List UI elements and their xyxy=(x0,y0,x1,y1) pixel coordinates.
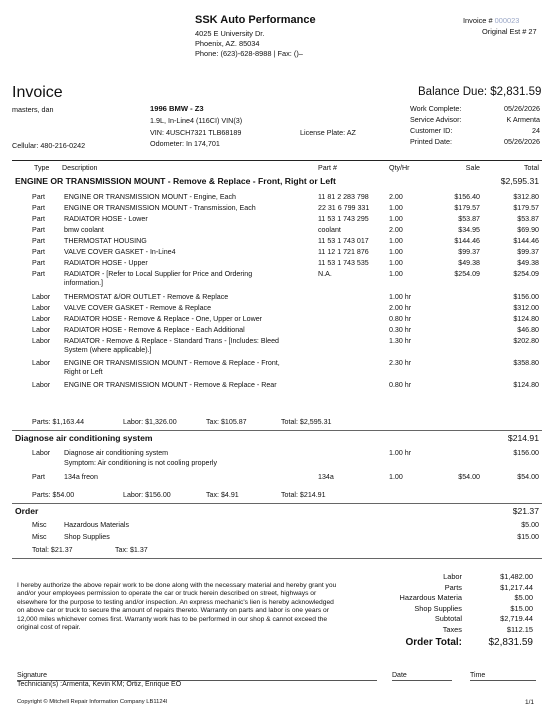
line-total: $124.80 xyxy=(513,381,539,389)
technicians: Technician(s) :Armenta, Kevin KM; Ortiz, Enrique EO xyxy=(17,681,182,688)
authorization-line: on above car or truck to secure the amount of repairs thereto. Warranty on parts and labor is one years or xyxy=(17,607,329,615)
line-description: Hazardous Materials xyxy=(64,521,130,529)
shop-name: SSK Auto Performance xyxy=(195,14,316,26)
line-total: $5.00 xyxy=(521,521,539,529)
customer-name: masters, dan xyxy=(12,105,54,114)
line-qty: 2.00 xyxy=(389,226,403,234)
summary-parts: Parts: $54.00 xyxy=(32,491,75,499)
totals-label: Taxes xyxy=(442,624,462,634)
info-label: Printed Date: xyxy=(410,137,452,146)
info-label: Customer ID: xyxy=(410,126,453,135)
section-divider xyxy=(12,430,542,431)
authorization-line: original cost of repair. xyxy=(17,624,81,632)
section-title: Diagnose air conditioning system xyxy=(15,433,153,443)
line-type: Labor xyxy=(32,293,51,301)
time-label: Time xyxy=(470,672,486,679)
line-type: Labor xyxy=(32,326,51,334)
line-qty: 1.00 xyxy=(389,204,403,212)
col-total: Total xyxy=(524,164,539,172)
authorization-line: and/or your employees permission to operate the car or truck herein described on street, highways or xyxy=(17,590,317,598)
line-sale: $254.09 xyxy=(454,270,480,278)
info-row xyxy=(410,126,540,137)
vehicle-engine: 1.9L, In-Line4 (116CI) VIN(3) xyxy=(150,116,243,125)
line-total: $156.00 xyxy=(513,293,539,301)
line-sale: $99.37 xyxy=(458,248,480,256)
info-row xyxy=(410,104,540,115)
line-description: Diagnose air conditioning system xyxy=(64,449,169,457)
line-sale: $34.95 xyxy=(458,226,480,234)
info-value: 24 xyxy=(532,126,540,135)
line-part-number: 11 53 1 743 535 xyxy=(318,259,369,267)
line-total: $49.38 xyxy=(517,259,539,267)
time-line xyxy=(470,680,536,681)
line-qty: 1.00 xyxy=(389,259,403,267)
line-qty: 1.00 xyxy=(389,237,403,245)
line-total: $69.90 xyxy=(517,226,539,234)
line-total: $312.80 xyxy=(513,193,539,201)
totals-label: Shop Supplies xyxy=(414,603,462,613)
summary-total: Total: $21.37 xyxy=(32,546,73,554)
totals-value: $15.00 xyxy=(510,603,533,613)
line-sale: $144.46 xyxy=(454,237,480,245)
copyright: Copyright © Mitchell Repair Information Company LB1124l xyxy=(17,699,168,705)
info-row xyxy=(410,115,540,126)
line-sale: $179.57 xyxy=(454,204,480,212)
shop-phone: Phone: (623)-628-8988 | Fax: ()– xyxy=(195,49,303,58)
totals-value: $1,482.00 xyxy=(500,572,533,581)
invoice-info xyxy=(410,104,540,148)
line-description: THERMOSTAT &/OR OUTLET - Remove & Replace xyxy=(64,293,229,301)
order-total-label: Order Total: xyxy=(405,637,462,648)
line-type: Labor xyxy=(32,359,51,367)
totals-row xyxy=(395,583,533,594)
col-description: Description xyxy=(62,164,98,172)
line-type: Part xyxy=(32,204,46,212)
line-total: $358.80 xyxy=(513,359,539,367)
section-total: $2,595.31 xyxy=(500,176,539,186)
line-type: Part xyxy=(32,259,46,267)
line-part-number: coolant xyxy=(318,226,341,234)
shop-address-line2: Phoenix, AZ. 85034 xyxy=(195,39,260,48)
line-qty: 0.80 hr xyxy=(389,315,412,323)
line-description: bmw coolant xyxy=(64,226,104,234)
line-total: $15.00 xyxy=(517,533,539,541)
section-title: ENGINE OR TRANSMISSION MOUNT - Remove & Replace - Front, Right or Left xyxy=(15,176,336,186)
line-type: Labor xyxy=(32,381,51,389)
line-total: $46.80 xyxy=(517,326,539,334)
line-description-cont: System (where applicable).] xyxy=(64,346,152,354)
line-qty: 2.30 hr xyxy=(389,359,412,367)
line-total: $312.00 xyxy=(513,304,539,312)
totals-row xyxy=(395,625,533,636)
line-type: Part xyxy=(32,193,46,201)
totals-value: $1,217.44 xyxy=(500,582,533,592)
line-description: ENGINE OR TRANSMISSION MOUNT - Engine, Each xyxy=(64,193,236,201)
col-part: Part # xyxy=(318,164,337,172)
vehicle-model: 1996 BMW - Z3 xyxy=(150,104,204,113)
line-description: RADIATOR HOSE - Upper xyxy=(64,259,148,267)
line-qty: 1.30 hr xyxy=(389,337,412,345)
line-description: VALVE COVER GASKET - In-Line4 xyxy=(64,248,176,256)
balance-due: Balance Due: $2,831.59 xyxy=(418,86,542,98)
section-total: $21.37 xyxy=(512,506,539,516)
line-type: Labor xyxy=(32,315,51,323)
authorization-text xyxy=(17,582,336,632)
section-total: $214.91 xyxy=(507,433,539,443)
line-sale: $49.38 xyxy=(458,259,480,267)
totals-label: Parts xyxy=(444,582,462,592)
line-description: RADIATOR HOSE - Lower xyxy=(64,215,148,223)
line-qty: 0.80 hr xyxy=(389,381,412,389)
signature-label: Signature xyxy=(17,672,47,679)
line-part-number: 11 53 1 743 295 xyxy=(318,215,369,223)
line-type: Part xyxy=(32,226,46,234)
line-qty: 2.00 xyxy=(389,193,403,201)
line-total: $99.37 xyxy=(517,248,539,256)
summary-labor: Labor: $1,326.00 xyxy=(123,418,177,426)
line-part-number: 11 12 1 721 876 xyxy=(318,248,369,256)
line-qty: 1.00 xyxy=(389,248,403,256)
info-label: Service Advisor: xyxy=(410,115,462,124)
authorization-line: I hereby authorize the above repair work to be done along with the necessary material and hereby grant you xyxy=(17,582,337,589)
line-description-cont: information.] xyxy=(64,279,104,287)
line-symptom: Symptom: Air conditioning is not cooling properly xyxy=(64,459,217,467)
totals-label: Hazardous Materia xyxy=(399,593,462,602)
date-label: Date xyxy=(392,672,407,679)
line-sale: $156.40 xyxy=(454,193,480,201)
invoice-number-value: 000023 xyxy=(494,16,520,25)
line-type: Labor xyxy=(32,449,51,457)
order-total-value: $2,831.59 xyxy=(488,637,533,648)
summary-total: Total: $2,595.31 xyxy=(281,418,332,426)
col-sale: Sale xyxy=(465,164,480,172)
line-type: Part xyxy=(32,473,46,481)
line-type: Part xyxy=(32,270,46,278)
totals-row xyxy=(395,614,533,625)
line-part-number: 11 53 1 743 017 xyxy=(318,237,369,245)
line-total: $254.09 xyxy=(513,270,539,278)
customer-cellular: Cellular: 480-216-0242 xyxy=(12,141,86,150)
line-type: Part xyxy=(32,237,46,245)
line-description: THERMOSTAT HOUSING xyxy=(64,237,147,245)
totals-block xyxy=(395,572,533,651)
totals-row xyxy=(395,604,533,615)
vehicle-odometer: Odometer: In 174,701 xyxy=(150,139,220,148)
line-qty: 1.00 xyxy=(389,215,403,223)
page-number: 1/1 xyxy=(525,699,535,706)
line-total: $179.57 xyxy=(513,204,539,212)
info-value: 05/26/2026 xyxy=(504,104,540,113)
line-description: RADIATOR HOSE - Remove & Replace - One, Upper or Lower xyxy=(64,315,263,323)
line-description: RADIATOR HOSE - Remove & Replace - Each Additional xyxy=(64,326,245,334)
line-total: $54.00 xyxy=(517,473,539,481)
line-qty: 1.00 xyxy=(389,473,403,481)
line-description: ENGINE OR TRANSMISSION MOUNT - Transmission, Each xyxy=(64,204,256,212)
line-total: $144.46 xyxy=(513,237,539,245)
summary-total: Total: $214.91 xyxy=(281,491,326,499)
section-divider xyxy=(12,503,542,504)
shop-address-line1: 4025 E University Dr. xyxy=(195,29,265,38)
line-qty: 1.00 hr xyxy=(389,449,412,457)
line-total: $53.87 xyxy=(517,215,539,223)
info-label: Work Complete: xyxy=(410,104,462,113)
line-qty: 2.00 hr xyxy=(389,304,412,312)
totals-row xyxy=(395,572,533,583)
line-type: Labor xyxy=(32,304,51,312)
vehicle-vin: VIN: 4USCH7321 TLB68189 xyxy=(150,128,242,137)
line-description: 134a freon xyxy=(64,473,98,481)
summary-tax: Tax: $105.87 xyxy=(206,418,247,426)
line-type: Misc xyxy=(32,521,47,529)
line-sale: $53.87 xyxy=(458,215,480,223)
col-qty: Qty/Hr xyxy=(389,164,410,172)
line-type: Part xyxy=(32,248,46,256)
line-type: Labor xyxy=(32,337,51,345)
line-total: $124.80 xyxy=(513,315,539,323)
line-sale: $54.00 xyxy=(458,473,480,481)
line-description: VALVE COVER GASKET - Remove & Replace xyxy=(64,304,212,312)
line-qty: 1.00 xyxy=(389,270,403,278)
date-line xyxy=(392,680,452,681)
totals-label: Subtotal xyxy=(434,614,462,623)
totals-value: $112.15 xyxy=(506,624,533,634)
summary-labor: Labor: $156.00 xyxy=(123,491,171,499)
authorization-line: elsewhere for the purpose to testing and/or inspection. An express mechanic's lien is hereby acknowledged xyxy=(17,598,334,606)
line-description: Shop Supplies xyxy=(64,533,110,541)
invoice-number-label: Invoice # xyxy=(463,16,493,25)
info-row xyxy=(410,137,540,148)
line-description-cont: Right or Left xyxy=(64,368,103,376)
line-description: RADIATOR - [Refer to Local Supplier for Price and Ordering xyxy=(64,270,253,278)
summary-tax: Tax: $4.91 xyxy=(206,491,239,499)
totals-label: Labor xyxy=(443,572,462,581)
invoice-number xyxy=(463,16,519,25)
authorization-line: 12,000 miles whichever comes first. Warranty work has to be performed in our shop & cannot exceed the xyxy=(17,615,328,623)
col-type: Type xyxy=(34,164,50,172)
line-qty: 0.30 hr xyxy=(389,326,412,334)
summary-tax: Tax: $1.37 xyxy=(115,546,148,554)
line-total: $156.00 xyxy=(513,449,539,457)
totals-value: $2,719.44 xyxy=(500,614,533,623)
info-value: K Armenta xyxy=(506,115,540,124)
line-part-number: 134a xyxy=(318,473,334,481)
totals-row xyxy=(395,593,533,604)
line-type: Part xyxy=(32,215,46,223)
info-value: 05/26/2026 xyxy=(504,137,540,146)
totals-value: $5.00 xyxy=(514,593,533,602)
summary-parts: Parts: $1,163.44 xyxy=(32,418,85,426)
section-title: Order xyxy=(15,506,39,516)
order-total-row xyxy=(395,637,533,651)
line-description: ENGINE OR TRANSMISSION MOUNT - Remove & Replace - Rear xyxy=(64,381,277,389)
license-plate: License Plate: AZ xyxy=(300,128,356,137)
line-total: $202.80 xyxy=(513,337,539,345)
line-description: ENGINE OR TRANSMISSION MOUNT - Remove & Replace - Front, xyxy=(64,359,280,367)
line-description: RADIATOR - Remove & Replace - Standard Trans - [Includes: Bleed xyxy=(64,337,280,345)
line-qty: 1.00 hr xyxy=(389,293,412,301)
header-divider xyxy=(12,160,542,161)
line-part-number: 11 81 2 283 798 xyxy=(318,193,369,201)
section-divider xyxy=(12,558,542,559)
original-estimate: Original Est # 27 xyxy=(482,27,537,36)
page-title: Invoice xyxy=(12,84,63,101)
line-type: Misc xyxy=(32,533,47,541)
line-part-number: 22 31 6 799 331 xyxy=(318,204,370,212)
line-part-number: N.A. xyxy=(318,270,332,278)
